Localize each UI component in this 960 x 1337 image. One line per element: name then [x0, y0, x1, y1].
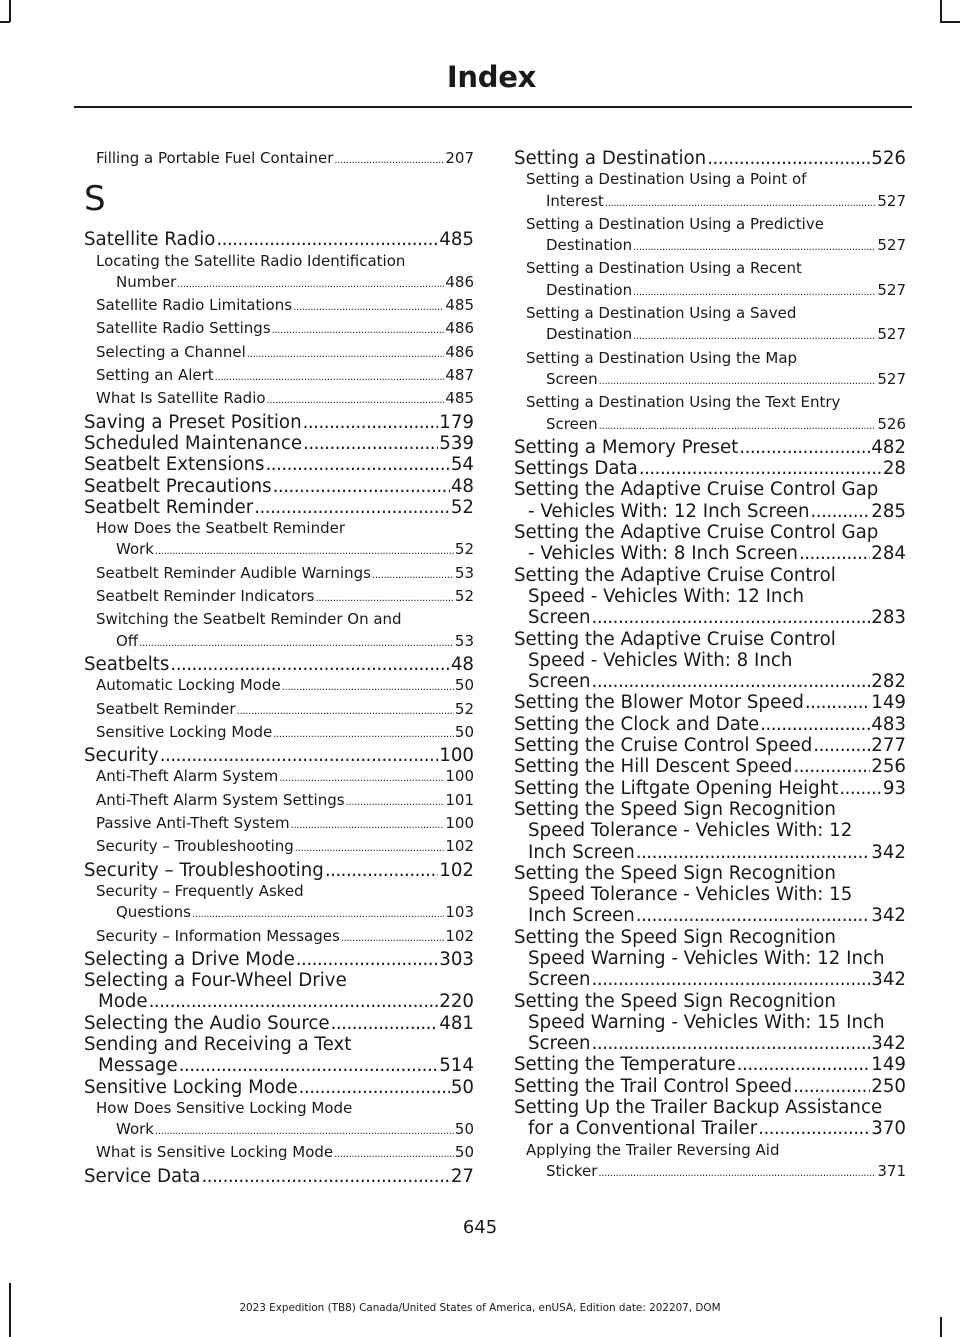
- index-subentry[interactable]: [84, 148, 474, 171]
- entry-label: Inch Screen: [528, 841, 635, 863]
- entry-label: Speed Warning - Vehicles With: 15 Inch: [528, 1011, 885, 1033]
- index-subentry[interactable]: [514, 303, 906, 348]
- index-entry[interactable]: [514, 1076, 906, 1097]
- leader-dots: [592, 1033, 871, 1054]
- entry-label: Message: [98, 1055, 178, 1077]
- leader-dots: [237, 701, 454, 722]
- entry-page-number[interactable]: 342: [871, 1033, 906, 1055]
- entry-label: Seatbelt Reminder Indicators: [96, 587, 315, 606]
- entry-page-number[interactable]: 486: [445, 319, 474, 338]
- leader-dots: [633, 282, 876, 303]
- leader-dots: [633, 237, 876, 258]
- entry-label: Passive Anti-Theft System: [96, 814, 290, 833]
- entry-label: Setting Up the Trailer Backup Assistance: [514, 1097, 883, 1119]
- index-entry[interactable]: [514, 148, 906, 169]
- entry-label: Screen: [528, 969, 591, 991]
- entry-label: Setting a Destination Using the Text Entry: [526, 393, 841, 412]
- entry-label: Screen: [546, 369, 598, 388]
- leader-dots: [296, 949, 439, 970]
- entry-label: Setting a Destination Using a Saved: [526, 304, 797, 323]
- index-entry[interactable]: [84, 412, 474, 433]
- leader-dots: [636, 842, 871, 863]
- entry-label: Setting the Speed Sign Recognition: [514, 798, 836, 820]
- entry-page-number[interactable]: 53: [454, 631, 474, 650]
- leader-dots: [273, 476, 450, 497]
- entry-page-number[interactable]: 50: [454, 676, 474, 695]
- leader-dots: [799, 543, 870, 564]
- entry-page-number[interactable]: 50: [454, 1143, 474, 1162]
- leader-dots: [303, 433, 438, 454]
- index-subentry[interactable]: [84, 675, 474, 698]
- entry-label: Locating the Satellite Radio Identification: [96, 251, 406, 270]
- index-entry[interactable]: [514, 1054, 906, 1075]
- entry-page-number[interactable]: 207: [445, 149, 474, 167]
- entry-page-number[interactable]: 28: [882, 458, 906, 480]
- entry-label: Automatic Locking Mode: [96, 676, 281, 695]
- index-entry[interactable]: [84, 1013, 474, 1034]
- leader-dots: [279, 768, 444, 789]
- entry-page-number[interactable]: 54: [450, 454, 474, 476]
- index-entry[interactable]: [84, 1034, 474, 1077]
- entry-page-number[interactable]: 483: [871, 713, 906, 735]
- index-entry[interactable]: [514, 522, 906, 565]
- entry-label: Setting the Temperature: [514, 1054, 736, 1076]
- index-subentry[interactable]: [514, 348, 906, 393]
- index-entry[interactable]: [84, 229, 474, 250]
- entry-label: Settings Data: [514, 458, 638, 480]
- entry-label: Screen: [528, 1033, 591, 1055]
- leader-dots: [299, 1077, 450, 1098]
- entry-label: - Vehicles With: 12 Inch Screen: [528, 500, 810, 522]
- leader-dots: [291, 815, 445, 836]
- leader-dots: [592, 607, 871, 628]
- entry-label: Selecting the Audio Source: [84, 1012, 330, 1034]
- entry-label: Setting the Speed Sign Recognition: [514, 990, 836, 1012]
- leader-dots: [793, 756, 870, 777]
- leader-dots: [839, 778, 882, 799]
- leader-dots: [707, 148, 870, 169]
- entry-label: Setting a Destination Using a Predictive: [526, 214, 824, 233]
- entry-page-number[interactable]: 303: [439, 948, 474, 970]
- entry-label: Screen: [528, 607, 591, 629]
- entry-label: Seatbelt Extensions: [84, 454, 265, 476]
- index-entry[interactable]: [514, 863, 906, 927]
- leader-dots: [737, 1054, 871, 1075]
- entry-page-number[interactable]: 102: [439, 859, 474, 881]
- leader-dots: [282, 677, 454, 698]
- leader-dots: [272, 320, 445, 341]
- entry-label: Setting the Speed Sign Recognition: [514, 926, 836, 948]
- index-subentry[interactable]: [84, 813, 474, 836]
- index-column-right: [514, 148, 906, 1184]
- leader-dots: [155, 541, 454, 562]
- header-divider: [74, 106, 912, 108]
- entry-page-number[interactable]: 485: [439, 229, 474, 251]
- crop-mark-top-right-h: [940, 21, 960, 23]
- entry-label: Setting the Cruise Control Speed: [514, 735, 813, 757]
- index-entry[interactable]: [84, 860, 474, 881]
- entry-label: Setting the Blower Motor Speed: [514, 692, 804, 714]
- entry-label: Security – Frequently Asked: [96, 881, 304, 900]
- entry-page-number[interactable]: 514: [439, 1055, 474, 1077]
- index-subentry[interactable]: [514, 1140, 906, 1185]
- entry-page-number[interactable]: 52: [450, 496, 474, 518]
- index-entry[interactable]: [84, 454, 474, 475]
- leader-dots: [295, 838, 445, 859]
- index-subentry[interactable]: [514, 258, 906, 303]
- leader-dots: [599, 416, 877, 437]
- leader-dots: [331, 1013, 439, 1034]
- entry-label: Work: [116, 540, 154, 559]
- entry-label: Seatbelt Precautions: [84, 475, 272, 497]
- entry-label: Setting a Destination: [514, 148, 707, 169]
- entry-page-number[interactable]: 527: [877, 325, 906, 344]
- leader-dots: [265, 454, 449, 475]
- leader-dots: [793, 1076, 870, 1097]
- index-entry[interactable]: [514, 714, 906, 735]
- page-title: Index: [446, 60, 536, 94]
- entry-label: Saving a Preset Position: [84, 411, 302, 433]
- leader-dots: [247, 344, 445, 365]
- entry-page-number[interactable]: 52: [454, 699, 474, 718]
- entry-page-number[interactable]: 370: [871, 1118, 906, 1140]
- leader-dots: [372, 565, 454, 586]
- leader-dots: [341, 928, 445, 949]
- entry-page-number[interactable]: 527: [877, 369, 906, 388]
- entry-page-number[interactable]: 481: [439, 1012, 474, 1034]
- index-entry[interactable]: [84, 949, 474, 970]
- entry-page-number[interactable]: 52: [454, 587, 474, 606]
- index-subentry[interactable]: [84, 836, 474, 859]
- index-entry[interactable]: [514, 756, 906, 777]
- index-subentry[interactable]: [84, 342, 474, 365]
- entry-label: Switching the Seatbelt Reminder On and: [96, 610, 402, 629]
- index-entry[interactable]: [84, 497, 474, 518]
- entry-label: Screen: [528, 671, 591, 693]
- index-subentry[interactable]: [84, 790, 474, 813]
- entry-page-number[interactable]: 53: [454, 563, 474, 582]
- index-entry[interactable]: [514, 479, 906, 522]
- entry-page-number[interactable]: 527: [877, 236, 906, 255]
- entry-page-number[interactable]: 485: [445, 296, 474, 315]
- index-entry[interactable]: [514, 778, 906, 799]
- index-entry[interactable]: [514, 799, 906, 863]
- entry-label: Security: [84, 745, 159, 767]
- leader-dots: [633, 326, 876, 347]
- entry-label: Selecting a Four-Wheel Drive: [84, 970, 347, 992]
- leader-dots: [599, 371, 877, 392]
- entry-page-number[interactable]: 50: [450, 1076, 474, 1098]
- index-subentry[interactable]: [84, 926, 474, 949]
- entry-label: Mode: [98, 991, 148, 1013]
- index-entry[interactable]: [84, 1166, 474, 1187]
- index-subentry[interactable]: [84, 586, 474, 609]
- entry-page-number[interactable]: 179: [439, 411, 474, 433]
- leader-dots: [592, 969, 871, 990]
- entry-label: Destination: [546, 236, 633, 255]
- leader-dots: [605, 193, 877, 214]
- entry-label: Destination: [546, 280, 633, 299]
- leader-dots: [760, 714, 870, 735]
- entry-page-number[interactable]: 100: [439, 745, 474, 767]
- crop-mark-top-right-v: [940, 0, 942, 22]
- entry-label: Setting a Memory Preset: [514, 436, 739, 458]
- leader-dots: [170, 654, 449, 675]
- index-entry[interactable]: [514, 437, 906, 458]
- index-entry[interactable]: [514, 991, 906, 1055]
- leader-dots: [639, 458, 882, 479]
- page-number: 645: [462, 1217, 498, 1238]
- crop-mark-top-left-v: [9, 0, 11, 22]
- entry-label: Selecting a Drive Mode: [84, 948, 295, 970]
- entry-label: Questions: [116, 903, 191, 922]
- entry-label: Speed - Vehicles With: 12 Inch: [528, 585, 804, 607]
- entry-page-number[interactable]: 282: [871, 671, 906, 693]
- entry-label: Setting the Adaptive Cruise Control: [514, 564, 836, 586]
- entry-label: What Is Satellite Radio: [96, 389, 266, 408]
- entry-label: Speed Warning - Vehicles With: 12 Inch: [528, 947, 885, 969]
- entry-page-number[interactable]: 371: [877, 1161, 906, 1180]
- entry-page-number[interactable]: 487: [445, 366, 474, 385]
- leader-dots: [155, 1121, 454, 1142]
- section-letter: S: [84, 179, 106, 220]
- index-subentry[interactable]: [84, 563, 474, 586]
- entry-label: How Does the Seatbelt Reminder: [96, 519, 345, 538]
- index-entry[interactable]: [514, 692, 906, 713]
- index-subentry[interactable]: [84, 365, 474, 388]
- index-subentry[interactable]: [84, 1098, 474, 1143]
- entry-label: Selecting a Channel: [96, 342, 246, 361]
- entry-label: Sensitive Locking Mode: [84, 1076, 298, 1098]
- entry-label: Satellite Radio Limitations: [96, 296, 293, 315]
- entry-page-number[interactable]: 103: [445, 903, 474, 922]
- entry-page-number[interactable]: 50: [454, 722, 474, 741]
- index-subentry[interactable]: [84, 388, 474, 411]
- crop-mark-top-left-h: [0, 21, 10, 23]
- leader-dots: [160, 745, 439, 766]
- leader-dots: [739, 437, 870, 458]
- index-subentry[interactable]: [84, 699, 474, 722]
- entry-page-number[interactable]: 486: [445, 342, 474, 361]
- entry-page-number[interactable]: 102: [445, 837, 474, 856]
- entry-label: Sticker: [546, 1161, 598, 1180]
- entry-label: Inch Screen: [528, 905, 635, 927]
- entry-label: Applying the Trailer Reversing Aid: [526, 1140, 780, 1159]
- entry-page-number[interactable]: 102: [445, 926, 474, 945]
- index-entry[interactable]: [514, 629, 906, 693]
- leader-dots: [592, 671, 871, 692]
- index-subentry[interactable]: [84, 518, 474, 563]
- entry-page-number[interactable]: 101: [445, 790, 474, 809]
- leader-dots: [149, 991, 439, 1012]
- entry-label: Service Data: [84, 1165, 201, 1187]
- entry-label: Sending and Receiving a Text: [84, 1033, 352, 1055]
- entry-page-number[interactable]: 539: [439, 432, 474, 454]
- entry-label: - Vehicles With: 8 Inch Screen: [528, 543, 798, 565]
- entry-page-number[interactable]: 526: [871, 148, 906, 169]
- index-subentry[interactable]: [84, 251, 474, 296]
- index-entry[interactable]: [514, 565, 906, 629]
- entry-page-number[interactable]: 342: [871, 969, 906, 991]
- leader-dots: [267, 390, 445, 411]
- leader-dots: [805, 692, 870, 713]
- leader-dots: [636, 905, 871, 926]
- index-entry[interactable]: [84, 433, 474, 454]
- entry-label: Setting a Destination Using a Point of: [526, 170, 807, 189]
- entry-label: Satellite Radio Settings: [96, 319, 271, 338]
- leader-dots: [139, 633, 454, 654]
- entry-label: Satellite Radio: [84, 229, 216, 251]
- entry-page-number[interactable]: 100: [445, 767, 474, 786]
- crop-mark-bottom-right-v: [940, 1317, 942, 1337]
- entry-label: Setting the Adaptive Cruise Control: [514, 628, 836, 650]
- index-subentry[interactable]: [84, 766, 474, 789]
- entry-page-number[interactable]: 48: [450, 653, 474, 675]
- entry-page-number[interactable]: 283: [871, 607, 906, 629]
- entry-label: What is Sensitive Locking Mode: [96, 1143, 334, 1162]
- entry-page-number[interactable]: 48: [450, 475, 474, 497]
- entry-page-number[interactable]: 485: [445, 389, 474, 408]
- index-subentry[interactable]: [84, 295, 474, 318]
- entry-page-number[interactable]: 220: [439, 991, 474, 1013]
- index-subentry[interactable]: [84, 1142, 474, 1165]
- entry-page-number[interactable]: 527: [877, 280, 906, 299]
- entry-page-number[interactable]: 149: [871, 692, 906, 714]
- leader-dots: [315, 588, 453, 609]
- entry-label: Seatbelt Reminder Audible Warnings: [96, 563, 371, 582]
- index-subentry[interactable]: [514, 214, 906, 259]
- entry-label: Setting the Clock and Date: [514, 713, 760, 735]
- index-subentry[interactable]: [84, 722, 474, 745]
- index-subentry[interactable]: [84, 609, 474, 654]
- leader-dots: [813, 735, 870, 756]
- entry-label: for a Conventional Trailer: [528, 1118, 758, 1140]
- entry-page-number[interactable]: 149: [871, 1054, 906, 1076]
- index-subentry[interactable]: [514, 169, 906, 214]
- entry-page-number[interactable]: 27: [450, 1165, 474, 1187]
- leader-dots: [334, 1144, 454, 1165]
- leader-dots: [334, 150, 444, 171]
- entry-label: Scheduled Maintenance: [84, 432, 303, 454]
- index-entry[interactable]: [84, 476, 474, 497]
- leader-dots: [179, 1055, 439, 1076]
- entry-label: Security – Troubleshooting: [96, 837, 294, 856]
- leader-dots: [273, 724, 454, 745]
- entry-label: Screen: [546, 414, 598, 433]
- entry-label: Security – Information Messages: [96, 926, 340, 945]
- entry-label: How Does Sensitive Locking Mode: [96, 1098, 353, 1117]
- footer-edition-info: 2023 Expedition (TB8) Canada/United States of America, enUSA, Edition date: 202207, DOM: [239, 1302, 721, 1314]
- index-subentry[interactable]: [84, 318, 474, 341]
- entry-page-number[interactable]: 342: [871, 841, 906, 863]
- entry-label: Setting a Destination Using a Recent: [526, 259, 802, 278]
- leader-dots: [254, 497, 450, 518]
- entry-page-number[interactable]: 277: [871, 735, 906, 757]
- entry-label: Seatbelt Reminder: [84, 496, 254, 518]
- leader-dots: [346, 792, 445, 813]
- entry-label: Setting the Adaptive Cruise Control Gap: [514, 522, 879, 544]
- entry-page-number[interactable]: 256: [871, 756, 906, 778]
- entry-label: Speed - Vehicles With: 8 Inch: [528, 649, 793, 671]
- entry-page-number[interactable]: 482: [871, 436, 906, 458]
- entry-page-number[interactable]: 284: [871, 543, 906, 565]
- index-entry[interactable]: [84, 970, 474, 1013]
- leader-dots: [201, 1166, 449, 1187]
- index-entry[interactable]: [84, 654, 474, 675]
- leader-dots: [758, 1118, 870, 1139]
- entry-label: Setting an Alert: [96, 366, 214, 385]
- entry-page-number[interactable]: 250: [871, 1075, 906, 1097]
- entry-label: Setting the Speed Sign Recognition: [514, 862, 836, 884]
- entry-label: Setting a Destination Using the Map: [526, 348, 798, 367]
- entry-page-number[interactable]: 52: [454, 540, 474, 559]
- index-entry[interactable]: [84, 1077, 474, 1098]
- entry-page-number[interactable]: 100: [445, 814, 474, 833]
- index-entry[interactable]: [514, 927, 906, 991]
- entry-label: Speed Tolerance - Vehicles With: 12: [528, 820, 853, 842]
- entry-page-number[interactable]: 50: [454, 1120, 474, 1139]
- index-entry[interactable]: [514, 735, 906, 756]
- entry-page-number[interactable]: 285: [871, 500, 906, 522]
- entry-page-number[interactable]: 342: [871, 905, 906, 927]
- index-subentry[interactable]: [514, 392, 906, 437]
- leader-dots: [811, 501, 871, 522]
- entry-label: Security – Troubleshooting: [84, 859, 324, 881]
- entry-label: Seatbelts: [84, 653, 170, 675]
- leader-dots: [192, 904, 444, 925]
- entry-label: Anti-Theft Alarm System Settings: [96, 790, 345, 809]
- leader-dots: [598, 1163, 876, 1184]
- entry-label: Off: [116, 631, 139, 650]
- entry-page-number[interactable]: 486: [445, 272, 474, 291]
- index-column-left: [84, 148, 474, 1187]
- index-entry[interactable]: [514, 1097, 906, 1140]
- entry-label: Speed Tolerance - Vehicles With: 15: [528, 884, 853, 906]
- entry-label: Setting the Trail Control Speed: [514, 1075, 793, 1097]
- entry-label: Filling a Portable Fuel Container: [96, 149, 334, 167]
- entry-label: Interest: [546, 191, 604, 210]
- entry-label: Seatbelt Reminder: [96, 699, 236, 718]
- index-subentry[interactable]: [84, 881, 474, 926]
- entry-label: Work: [116, 1120, 154, 1139]
- leader-dots: [215, 367, 445, 388]
- entry-page-number[interactable]: 527: [877, 191, 906, 210]
- entry-page-number[interactable]: 526: [877, 414, 906, 433]
- leader-dots: [325, 860, 438, 881]
- leader-dots: [216, 229, 438, 250]
- entry-label: Setting the Adaptive Cruise Control Gap: [514, 479, 879, 501]
- entry-label: Destination: [546, 325, 633, 344]
- leader-dots: [177, 274, 444, 295]
- entry-label: Setting the Liftgate Opening Height: [514, 777, 839, 799]
- entry-page-number[interactable]: 93: [882, 777, 906, 799]
- entry-label: Setting the Hill Descent Speed: [514, 756, 793, 778]
- index-entry[interactable]: [84, 745, 474, 766]
- leader-dots: [303, 412, 439, 433]
- entry-label: Anti-Theft Alarm System: [96, 767, 279, 786]
- leader-dots: [293, 297, 444, 318]
- entry-label: Number: [116, 272, 177, 291]
- index-entry[interactable]: [514, 458, 906, 479]
- entry-label: Sensitive Locking Mode: [96, 722, 273, 741]
